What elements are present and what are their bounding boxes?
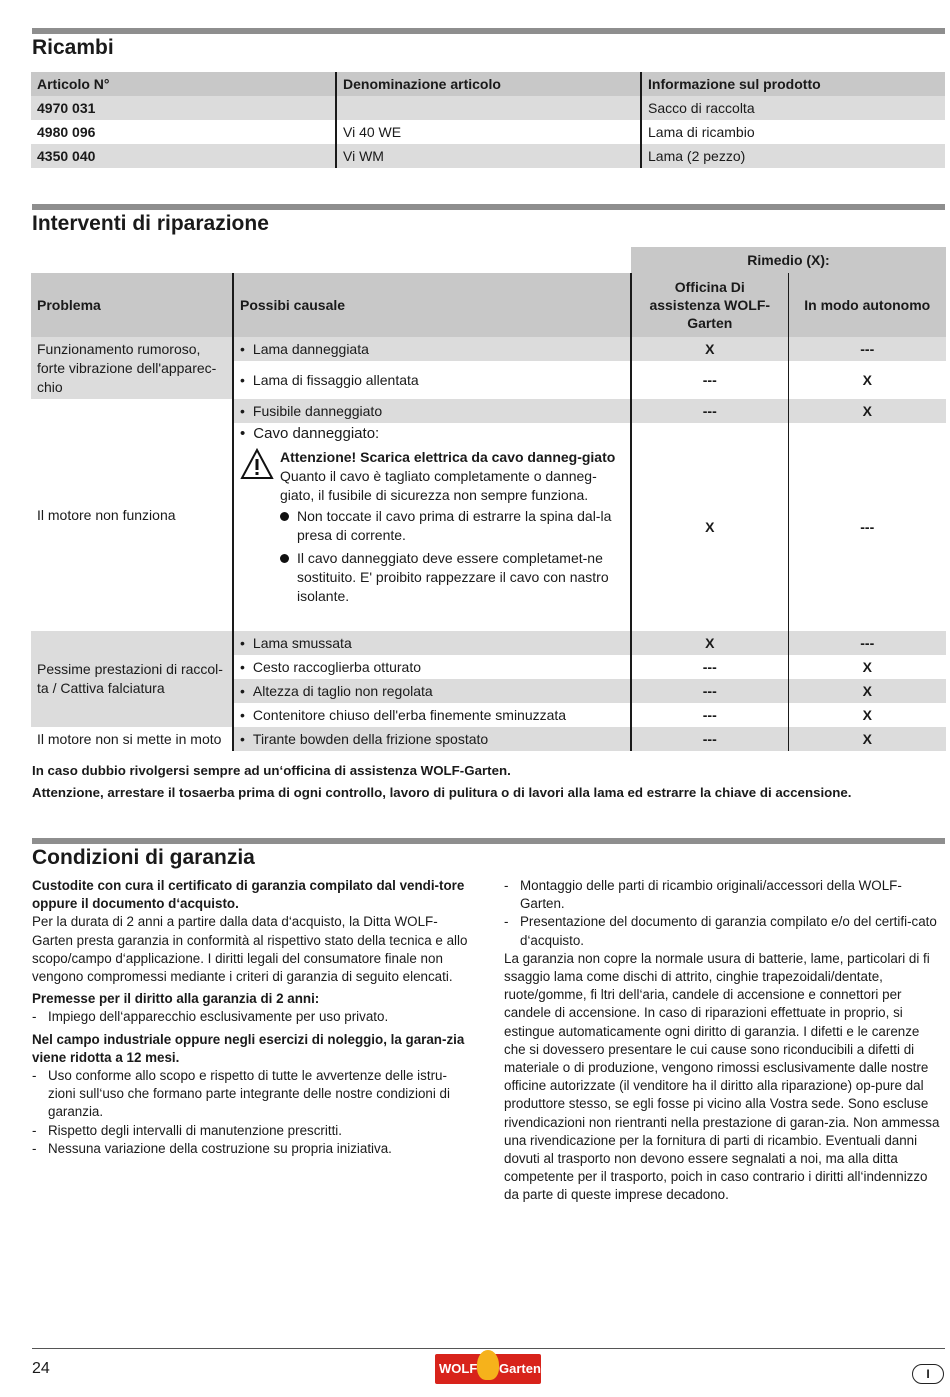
page-number: 24 [32, 1360, 50, 1377]
workshop-mark: --- [631, 703, 788, 727]
article-number: 4980 096 [37, 124, 96, 140]
workshop-mark: --- [631, 399, 788, 423]
workshop-mark: --- [631, 655, 788, 679]
article-info: Lama (2 pezzo) [641, 144, 945, 168]
logo-text-left: WOLF [439, 1361, 478, 1376]
self-mark: X [788, 655, 946, 679]
cause-text: • Fusibile danneggiato [240, 403, 382, 419]
warranty-paragraph: La garanzia non copre la normale usura di batterie, lame, particolari di fi ssaggio lama come dischi di attrito, cinghie trapezoidali/dentate, ruote/gomme, fi ltri dell‘aria, candele di accensione e connettori per candele di accensione. In caso di riparazioni effettuate in proprio, si estingue automaticamente ogni diritto di garanzia. I difetti e le carenze che si dovessero presentare le cui cause sono riconducibili a difetti di materiale o di produzione, vengono rimossi esclusivamente dalle nostre officine autorizzate (il venditore ha il diritto alla riparazione) op-pure dal produttore stesso, se egli fosse pi vicino alla Vostra sede. Sono escluse rivendicazioni non rientranti nella prestazione di garan-zia. Non ammessa una rivendicazione per la fornitura di parti di ricambio. Eventuali danni dovuti al trasporto non devono essere segnalati a noi, ma alla ditta competente per il trasporto, poich in caso contrario i diritti all‘indennizzo da parte di queste imprese decadono. [504, 950, 940, 1203]
table-row [31, 727, 946, 751]
section-divider [32, 838, 945, 844]
list-item [280, 549, 624, 606]
bullet-dot-icon [280, 512, 289, 521]
warranty-title: Condizioni di garanzia [32, 846, 255, 869]
list-item: - Rispetto degli intervalli di manutenzione prescritti. [32, 1122, 474, 1140]
self-mark: X [788, 727, 946, 751]
table-row [31, 337, 946, 361]
article-info: Sacco di raccolta [641, 96, 945, 120]
self-mark: X [788, 679, 946, 703]
repairs-note: Attenzione, arrestare il tosaerba prima di ogni controllo, lavoro di pulitura o di lavori alla lama ed estrarre la chiave di accensione. [32, 785, 852, 800]
table-header-row [31, 72, 945, 96]
col-header-problem: Problema [37, 297, 101, 313]
problem-cell: Il motore non funziona [31, 399, 233, 631]
self-mark: X [788, 399, 946, 423]
list-item: - Impiego dell‘apparecchio esclusivamente per uso privato. [32, 1008, 474, 1026]
article-number: 4350 040 [37, 148, 96, 164]
article-name: Vi 40 WE [336, 120, 641, 144]
spare-parts-table [31, 72, 945, 168]
article-name [336, 96, 641, 120]
repairs-note: In caso dubbio rivolgersi sempre ad un‘officina di assistenza WOLF-Garten. [32, 763, 511, 778]
list-item: - Presentazione del documento di garanzia compilato e/o del certifi-cato d‘acquisto. [504, 913, 944, 949]
workshop-mark: X [631, 423, 788, 631]
article-name: Vi WM [336, 144, 641, 168]
self-mark: X [788, 361, 946, 399]
section-divider [32, 28, 945, 34]
table-header-row [31, 273, 946, 337]
warning-icon [240, 448, 274, 606]
self-mark: X [788, 703, 946, 727]
logo-text-right: Garten [499, 1361, 541, 1376]
warranty-item: Rispetto degli intervalli di manutenzione prescritti. [48, 1122, 342, 1138]
cause-text: • Cesto raccoglierba otturato [240, 659, 421, 675]
problem-cell: Funzionamento rumoroso, forte vibrazione dell'apparec-chio [31, 337, 233, 399]
col-header-name: Denominazione articolo [336, 72, 641, 96]
list-item: - Nessuna variazione della costruzione su propria iniziativa. [32, 1140, 474, 1158]
cause-text: • Altezza di taglio non regolata [240, 683, 433, 699]
remedy-header-row [31, 247, 946, 273]
cause-text: • Lama danneggiata [240, 341, 369, 357]
table-row [31, 120, 945, 144]
article-number: 4970 031 [37, 100, 96, 116]
problem-cell: Pessime prestazioni di raccol-ta / Cattiva falciatura [31, 631, 233, 727]
list-item: - Uso conforme allo scopo e rispetto di tutte le avvertenze delle istru-zioni sull‘uso che formano parte integrante delle nostre condizioni di garanzia. [32, 1067, 474, 1122]
warning-item: Il cavo danneggiato deve essere completamet-ne sostituito. E' proibito rappezzare il cavo con nastro isolante. [297, 550, 609, 604]
table-row [31, 399, 946, 423]
workshop-mark: --- [631, 727, 788, 751]
self-mark: --- [788, 631, 946, 655]
warning-text: Quanto il cavo è tagliato completamente o danneg-giato, il fusibile di sicurezza non sempre funziona. [280, 468, 597, 503]
cause-text: • Cavo danneggiato: [240, 425, 379, 442]
cause-text: • Lama smussata [240, 635, 352, 651]
col-header-self: In modo autonomo [788, 273, 946, 337]
problem-cell: Il motore non si mette in moto [31, 727, 233, 751]
col-header-info: Informazione sul prodotto [641, 72, 945, 96]
col-header-causes: Possibi causale [233, 273, 631, 337]
warranty-item: Impiego dell‘apparecchio esclusivamente per uso privato. [48, 1009, 389, 1025]
warranty-subheading: Premesse per il diritto alla garanzia di 2 anni: [32, 991, 320, 1007]
footer-divider [32, 1348, 945, 1349]
list-item: - Montaggio delle parti di ricambio originali/accessori della WOLF-Garten. [504, 877, 944, 913]
warning-item: Non toccate il cavo prima di estrarre la spina dal-la presa di corrente. [297, 508, 612, 543]
spare-parts-title: Ricambi [32, 36, 114, 59]
warranty-item: Nessuna variazione della costruzione su propria iniziativa. [48, 1140, 392, 1156]
self-mark: --- [788, 423, 946, 631]
warranty-subheading: Nel campo industriale oppure negli esercizi di noleggio, la garan-zia viene ridotta a 12 mesi. [32, 1031, 465, 1065]
self-mark: --- [788, 337, 946, 361]
warranty-lead: Custodite con cura il certificato di garanzia compilato dal vendi-tore oppure il documento d‘acquisto. [32, 878, 465, 912]
warranty-item: Presentazione del documento di garanzia compilato e/o del certifi-cato d‘acquisto. [520, 914, 937, 948]
col-header-workshop: Officina Di assistenza WOLF-Garten [631, 273, 788, 337]
cause-text: • Lama di fissaggio allentata [240, 372, 419, 388]
section-divider [32, 204, 945, 210]
wolf-garten-logo [435, 1354, 541, 1384]
cause-text: • Tirante bowden della frizione spostato [240, 731, 488, 747]
repairs-title: Interventi di riparazione [32, 212, 269, 235]
warning-title: Attenzione! Scarica elettrica da cavo danneg-giato [280, 449, 616, 465]
warranty-right-column [504, 877, 944, 1205]
repairs-table [31, 247, 946, 751]
article-info: Lama di ricambio [641, 120, 945, 144]
cause-text: • Contenitore chiuso dell'erba finemente sminuzzata [240, 707, 566, 723]
language-badge: I [912, 1364, 944, 1384]
workshop-mark: --- [631, 361, 788, 399]
remedy-header: Rimedio (X): [631, 247, 946, 273]
workshop-mark: X [631, 337, 788, 361]
warranty-item: Montaggio delle parti di ricambio originali/accessori della WOLF-Garten. [520, 878, 902, 912]
warranty-left-column [32, 877, 474, 1158]
fox-logo-icon [477, 1350, 499, 1380]
warning-box [240, 448, 624, 606]
workshop-mark: X [631, 631, 788, 655]
table-row [31, 96, 945, 120]
workshop-mark: --- [631, 679, 788, 703]
bullet-dot-icon [280, 554, 289, 563]
warranty-paragraph: Per la durata di 2 anni a partire dalla data d‘acquisto, la Ditta WOLF-Garten presta garanzia in conformità al rispettivo stato della tecnica e allo scopo/campo d‘applicazione. I diritti legali del consumatore finale non vengono compromessi mediante i criteri di garanzia di seguito elencati. [32, 914, 468, 985]
list-item [280, 507, 624, 545]
warranty-item: Uso conforme allo scopo e rispetto di tutte le avvertenze delle istru-zioni sull‘uso che formano parte integrante delle nostre condizioni di garanzia. [48, 1068, 450, 1120]
table-row [31, 144, 945, 168]
table-row [31, 631, 946, 655]
col-header-article: Articolo N° [37, 76, 110, 92]
